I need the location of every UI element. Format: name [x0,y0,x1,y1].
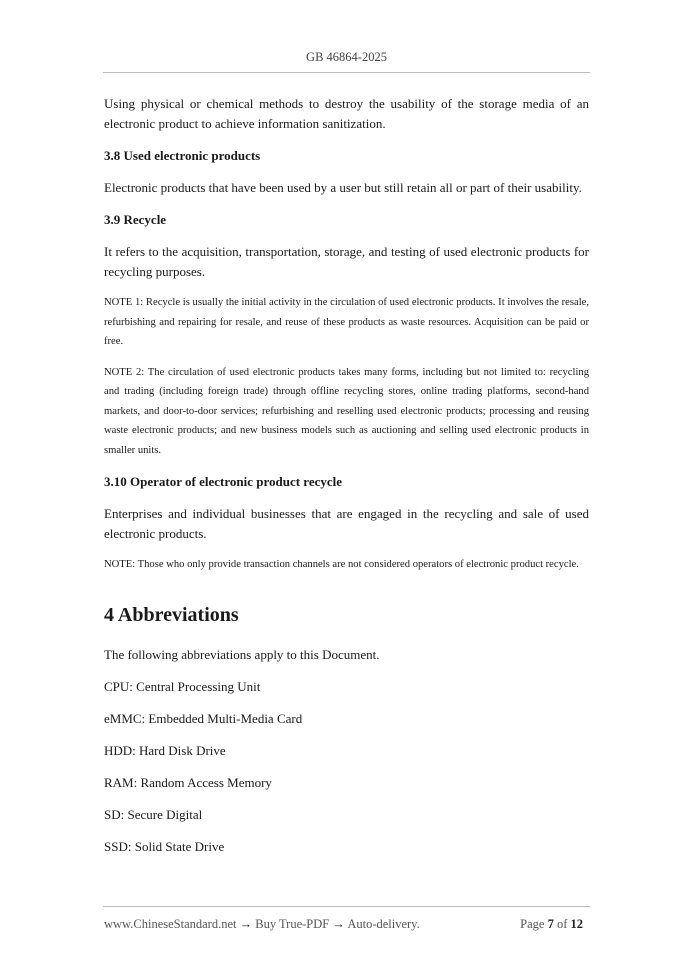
section-3-8-definition: Electronic products that have been used by a user but still retain all or part of their usability. [104,180,582,195]
header-divider [103,72,590,73]
section-3-9-note-2: NOTE 2: The circulation of used electronic products takes many forms, including but not limited to: recycling and trading (including foreign trade) through offline recycling stores, online trading platforms, second-hand markets, and door-to-door services; refurbishing and reselling used electronic products; processing and reusing waste electronic products; and new business models such as auctioning and selling used electronic products in smaller units. [104,366,589,456]
page-header [0,50,693,65]
abbreviation-item: HDD: Hard Disk Drive [104,742,226,758]
section-3-10-note: NOTE: Those who only provide transaction channels are not considered operators of electronic product recycle. [104,559,579,570]
abbreviation-item: SSD: Solid State Drive [104,838,225,854]
abbreviation-item: CPU: Central Processing Unit [104,678,261,694]
intro-paragraph: Using physical or chemical methods to destroy the usability of the storage media of an electronic product to achieve information sanitization. [104,96,589,131]
right-arrow-icon: → [239,917,253,931]
site-link[interactable]: www.ChineseStandard.net [104,917,237,931]
footer-divider [103,906,590,907]
section-3-8-heading: 3.8 Used electronic products [104,148,261,163]
section-3-9-definition: It refers to the acquisition, transportation, storage, and testing of used electronic products for recycling purposes. [104,244,589,279]
section-3-9-note-1: NOTE 1: Recycle is usually the initial activity in the circulation of used electronic products. It involves the resale, refurbishing and repairing for resale, and reuse of these products as waste resources. Acquisition can be paid or free. [104,297,589,347]
footer-promo [104,917,420,932]
page-content [104,94,589,857]
abbreviation-item: SD: Secure Digital [104,806,203,822]
section-4-heading: 4 Abbreviations [104,603,239,626]
abbreviation-item: RAM: Random Access Memory [104,774,272,790]
page-number: 7 [547,917,554,931]
section-3-10-definition: Enterprises and individual businesses that are engaged in the recycling and sale of used electronic products. [104,506,589,541]
right-arrow-icon: → [332,917,345,931]
abbreviation-list [104,677,589,857]
page-indicator [520,917,583,932]
auto-delivery-text: Auto-delivery. [347,917,420,931]
section-3-10-heading: 3.10 Operator of electronic product recycle [104,474,343,489]
page-label: Page [520,917,545,931]
page-total: 12 [570,917,583,931]
standard-code: GB 46864-2025 [306,50,387,64]
section-3-9-heading: 3.9 Recycle [104,212,167,227]
section-4-intro: The following abbreviations apply to this Document. [104,646,380,662]
buy-pdf-link[interactable]: Buy True-PDF [255,917,330,931]
of-label: of [556,917,568,931]
abbreviation-item: eMMC: Embedded Multi-Media Card [104,710,303,726]
